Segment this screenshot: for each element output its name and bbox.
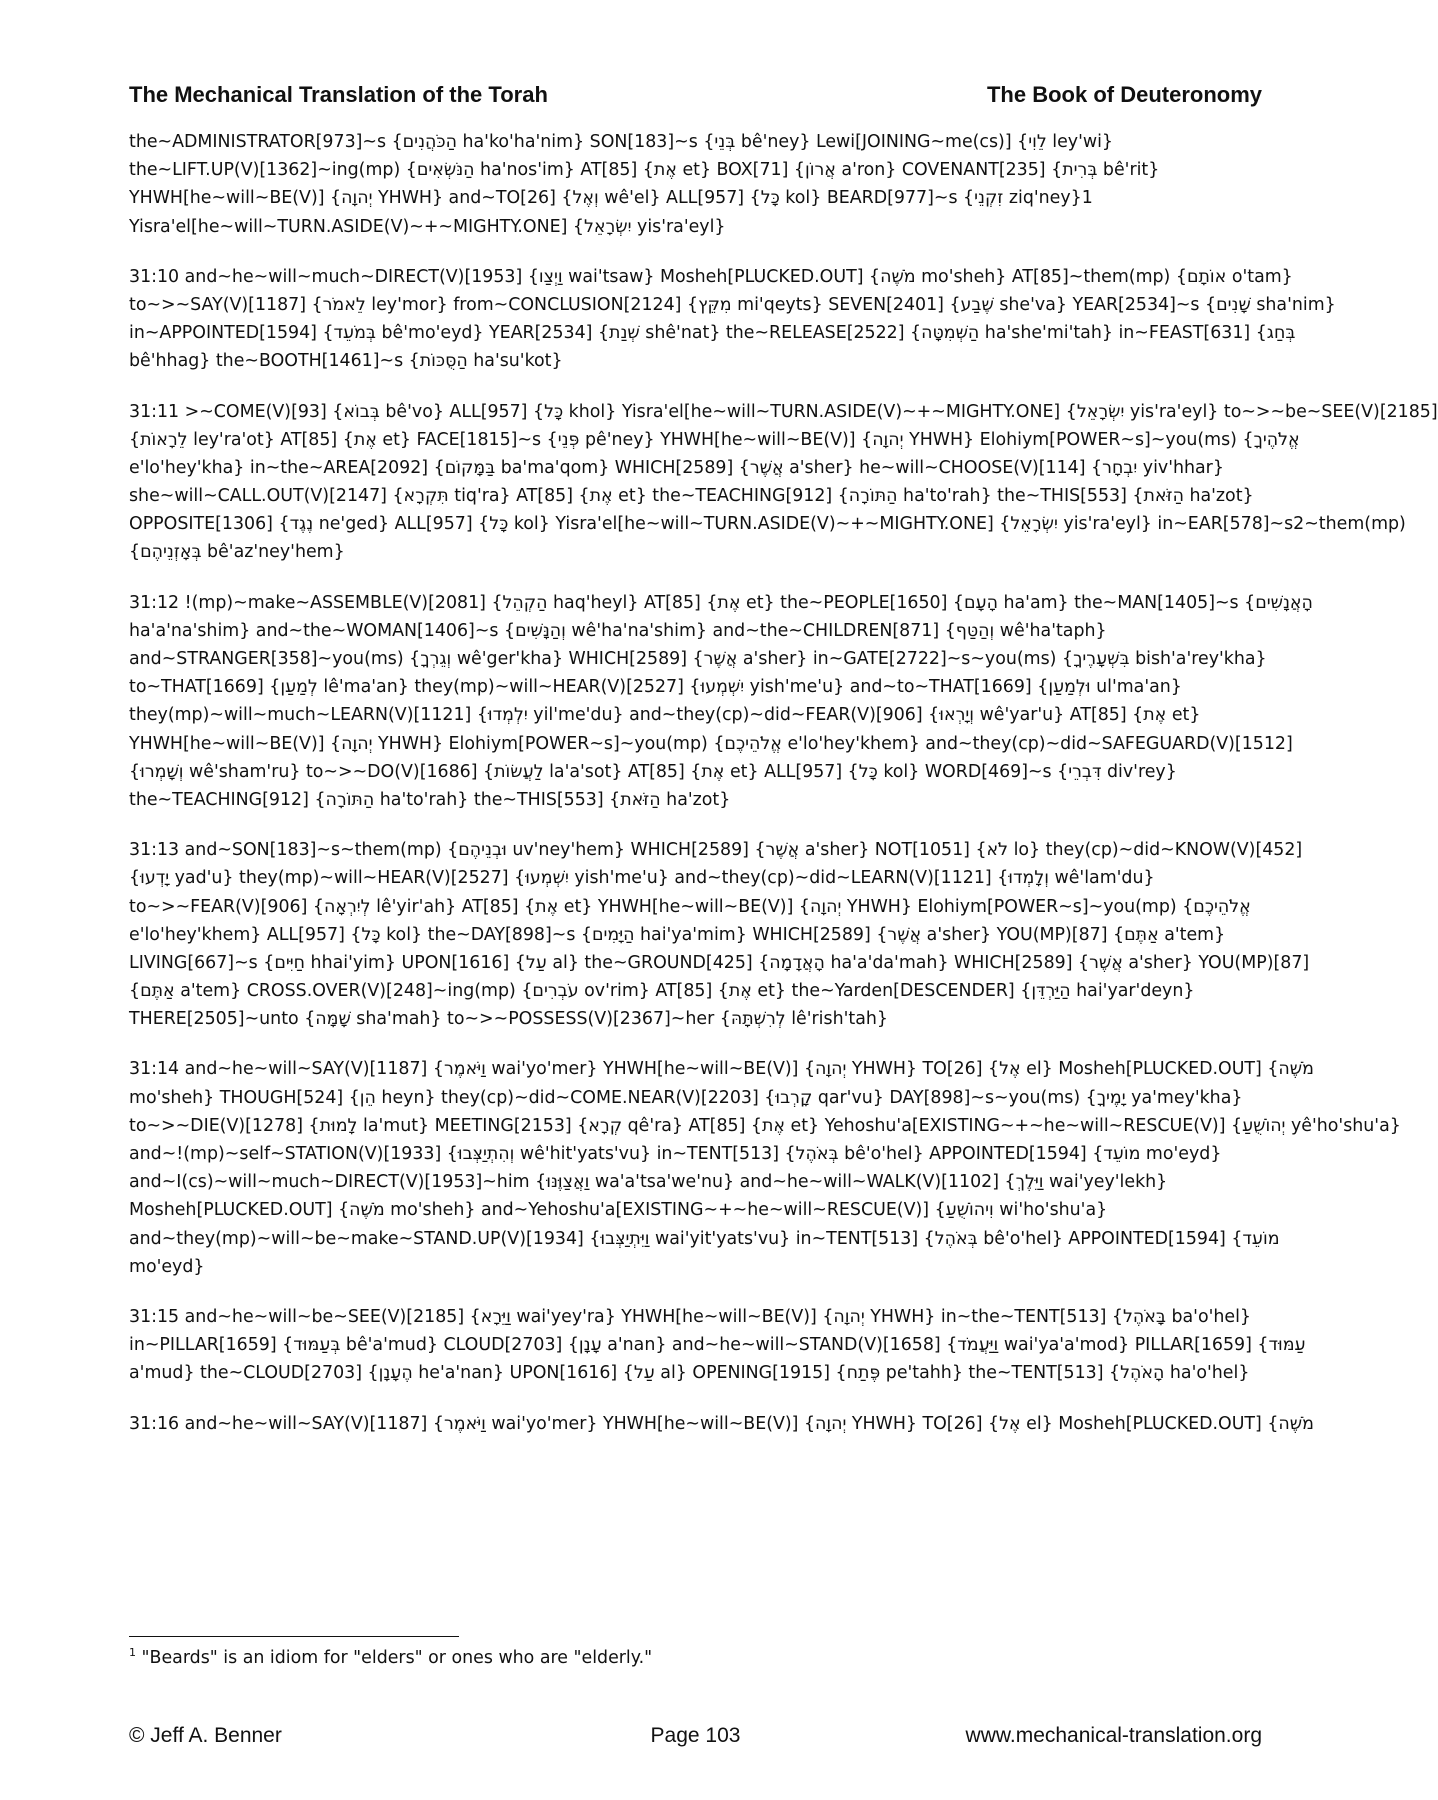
verse-line: 31:12 !(mp)~make~ASSEMBLE(V)[2081] {הַקְהֵל haq'heyl} AT[85] {אֶת et} the~PEOPLE[1650] {הָעָם ha'am} the~MAN[1405]~s {הָאֲנָשִׁים <box>129 592 1313 613</box>
verse-line: they(mp)~will~much~LEARN(V)[1121] {יִלְמְדוּ yil'me'du} and~they(cp)~did~FEAR(V)[906] {וְיָרְאוּ wê'yar'u} AT[85] {אֶת et} <box>129 705 1201 726</box>
verse-line: OPPOSITE[1306] {נֶגֶד ne'ged} ALL[957] {כָּל kol} Yisra'el[he~will~TURN.ASIDE(V)~+~MIGHTY.ONE] {יִשְׂרָאֵל yis'ra'eyl} in~EAR[578]~s2~them(mp) <box>129 514 1406 535</box>
verse-line: 31:13 and~SON[183]~s~them(mp) {וּבְנֵיהֶם uv'ney'hem} WHICH[2589] {אֲשֶׁר a'sher} NOT[1051] {לֹא lo} they(cp)~did~KNOW(V)[452] <box>129 840 1303 861</box>
verse-line: 31:11 >~COME(V)[93] {בְּבוֹא bê'vo} ALL[957] {כָּל khol} Yisra'el[he~will~TURN.ASIDE(V)~+~MIGHTY.ONE] {יִשְׂרָאֵל yis'ra'eyl} to~>~be~SEE(V)[2185] <box>129 401 1438 422</box>
verse-line: the~LIFT.UP(V)[1362]~ing(mp) {הַנֹּשְׂאִים ha'nos'im} AT[85] {אֶת et} BOX[71] {אֲרוֹן a'ron} COVENANT[235] {בְּרִית bê'rit} <box>129 160 1160 181</box>
verse-line: {אַתֶּם a'tem} CROSS.OVER(V)[248]~ing(mp) {עֹבְרִים ov'rim} AT[85] {אֶת et} the~Yarden[DESCENDER] {הַיַּרְדֵּן hai'yar'deyn} <box>129 981 1195 1002</box>
verse-line: a'mud} the~CLOUD[2703] {הֶעָנָן he'a'nan} UPON[1616] {עַל al} OPENING[1915] {פֶּתַח pe'tahh} the~TENT[513] {הָאֹהֶל ha'o'hel} <box>129 1363 1250 1384</box>
verse-line: the~TEACHING[912] {הַתּוֹרָה ha'to'rah} the~THIS[553] {הַזֹּאת ha'zot} <box>129 789 731 810</box>
page-header <box>129 82 1262 116</box>
verse-line: to~THAT[1669] {לְמַעַן lê'ma'an} they(mp)~will~HEAR(V)[2527] {יִשְׁמְעוּ yish'me'u} and~to~THAT[1669] {וּלְמַעַן ul'ma'an} <box>129 677 1182 698</box>
verse-block <box>129 1303 1306 1388</box>
copyright: © Jeff A. Benner <box>129 1724 282 1747</box>
verse-line: bê'hhag} the~BOOTH[1461]~s {הַסֻּכּוֹת ha'su'kot} <box>129 351 563 372</box>
page-footer <box>129 1724 1262 1754</box>
verse-line: {לֵרָאוֹת ley'ra'ot} AT[85] {אֶת et} FACE[1815]~s {פְּנֵי pê'ney} YHWH[he~will~BE(V)] {יְהוָה YHWH} Elohiym[POWER~s]~you(ms) {אֱלֹהֶיךָ <box>129 429 1300 450</box>
verse-block <box>129 128 1262 241</box>
verse-line: 31:16 and~he~will~SAY(V)[1187] {וַיֹּאמֶר wai'yo'mer} YHWH[he~will~BE(V)] {יְהוָה YHWH} TO[26] {אֶל el} Mosheh[PLUCKED.OUT] {מֹשֶׁה <box>129 1413 1314 1434</box>
verse-block <box>129 263 1336 376</box>
verse-line: 31:14 and~he~will~SAY(V)[1187] {וַיֹּאמֶר wai'yo'mer} YHWH[he~will~BE(V)] {יְהוָה YHWH} TO[26] {אֶל el} Mosheh[PLUCKED.OUT] {מֹשֶׁה <box>129 1059 1314 1080</box>
verse-line: {בְּאָזְנֵיהֶם bê'az'ney'hem} <box>129 542 345 563</box>
verse-line: THERE[2505]~unto {שָׁמָּה sha'mah} to~>~POSSESS(V)[2367]~her {לְרִשְׁתָּהּ lê'rish'tah} <box>129 1009 888 1030</box>
verse-line: and~STRANGER[358]~you(ms) {וְגֵרְךָ wê'ger'kha} WHICH[2589] {אֲשֶׁר a'sher} in~GATE[2722]~s~you(ms) {בִּשְׁעָרֶיךָ bish'a'rey'kha} <box>129 649 1267 669</box>
verse-line: 31:10 and~he~will~much~DIRECT(V)[1953] {וַיְצַו wai'tsaw} Mosheh[PLUCKED.OUT] {מֹשֶׁה mo'sheh} AT[85]~them(mp) {אוֹתָם o'tam} <box>129 266 1293 287</box>
verse-line: {וְשָׁמְרוּ wê'sham'ru} to~>~DO(V)[1686] {לַעֲשׂוֹת la'a'sot} AT[85] {אֶת et} ALL[957] {כָּל kol} WORD[469]~s {דִּבְרֵי div'rey} <box>129 761 1177 782</box>
book-series-title: The Mechanical Translation of the Torah <box>129 82 548 107</box>
verse-line: to~>~SAY(V)[1187] {לֵאמֹר ley'mor} from~CONCLUSION[2124] {מִקֵּץ mi'qeyts} SEVEN[2401] {שֶׁבַע she'va} YEAR[2534]~s {שָׁנִים sha'nim} <box>129 294 1336 315</box>
verse-line: ha'a'na'shim} and~the~WOMAN[1406]~s {וְהַנָּשִׁים wê'ha'na'shim} and~the~CHILDREN[871] {וְהַטַּף wê'ha'taph} <box>129 620 1107 641</box>
verse-line: Yisra'el[he~will~TURN.ASIDE(V)~+~MIGHTY.ONE] {יִשְׂרָאֵל yis'ra'eyl} <box>129 216 726 237</box>
verse-line: YHWH[he~will~BE(V)] {יְהוָה YHWH} Elohiym[POWER~s]~you(mp) {אֱלֹהֵיכֶם e'lo'hey'khem} and~they(cp)~did~SAFEGUARD(V)[1512] <box>129 733 1293 754</box>
verse-line: and~!(mp)~self~STATION(V)[1933] {וְהִתְיַצְּבוּ wê'hit'yats'vu} in~TENT[513] {בְּאֹהֶל bê'o'hel} APPOINTED[1594] {מוֹעֵד mo'eyd} <box>129 1144 1222 1164</box>
verse-line: {יָדְעוּ yad'u} they(mp)~will~HEAR(V)[2527] {יִשְׁמְעוּ yish'me'u} and~they(cp)~did~LEARN(V)[1121] {וְלָמְדוּ wê'lam'du} <box>129 868 1155 889</box>
verse-block <box>129 398 1438 567</box>
verse-line: in~APPOINTED[1594] {בְּמֹעֵד bê'mo'eyd} YEAR[2534] {שְׁנַת shê'nat} the~RELEASE[2522] {הַשְּׁמִטָּה ha'she'mi'tah} in~FEAST[631] {בְּחַג <box>129 323 1296 344</box>
verse-line: the~ADMINISTRATOR[973]~s {הַכֹּהֲנִים ha'ko'ha'nim} SON[183]~s {בְּנֵי bê'ney} Lewi[JOINING~me(cs)] {לֵוִי ley'wi} <box>129 132 1114 152</box>
verse-line: mo'eyd} <box>129 1256 205 1277</box>
verse-line: YHWH[he~will~BE(V)] {יְהוָה YHWH} and~TO[26] {וְאֶל wê'el} ALL[957] {כָּל kol} BEARD[977]~s {זִקְנֵי ziq'ney}1 <box>129 188 1093 209</box>
verse-line: to~>~DIE(V)[1278] {לָמוּת la'mut} MEETING[2153] {קְרָא qê'ra} AT[85] {אֶת et} Yehoshu'a[EXISTING~+~he~will~RESCUE(V)] {יְהוֹשֻׁעַ yê'ho'shu'a} <box>129 1115 1401 1136</box>
footnote-marker: 1 <box>129 1646 136 1660</box>
verse-line: in~PILLAR[1659] {בְּעַמּוּד bê'a'mud} CLOUD[2703] {עָנָן a'nan} and~he~will~STAND(V)[1658] {וַיַּעֲמֹד wai'ya'a'mod} PILLAR[1659] {עַמּוּד <box>129 1335 1306 1356</box>
translation-body <box>129 128 1438 1460</box>
verse-line: e'lo'hey'khem} ALL[957] {כָּל kol} the~DAY[898]~s {הַיָּמִים hai'ya'mim} WHICH[2589] {אֲשֶׁר a'sher} YOU(MP)[87] {אַתֶּם a'tem} <box>129 924 1226 945</box>
verse-line: and~I(cs)~will~much~DIRECT(V)[1953]~him {וַאֲצַוֶּנּוּ wa'a'tsa'we'nu} and~he~will~WALK(V)[1102] {וַיֵּלֶךְ wai'yey'lekh} <box>129 1172 1168 1193</box>
verse-block <box>129 589 1313 815</box>
footnote <box>129 1648 652 1668</box>
verse-line: she~will~CALL.OUT(V)[2147] {תִּקְרָא tiq'ra} AT[85] {אֶת et} the~TEACHING[912] {הַתּוֹרָה ha'to'rah} the~THIS[553] {הַזֹּאת ha'zot} <box>129 486 1254 507</box>
website-link[interactable]: www.mechanical-translation.org <box>965 1724 1262 1747</box>
verse-line: mo'sheh} THOUGH[524] {הֵן heyn} they(cp)~did~COME.NEAR(V)[2203] {קָרְבוּ qar'vu} DAY[898]~s~you(ms) {יָמֶיךָ ya'mey'kha} <box>129 1087 1243 1108</box>
verse-block <box>129 1055 1401 1281</box>
footnote-text: "Beards" is an idiom for "elders" or ones who are "elderly." <box>141 1648 653 1668</box>
verse-line: e'lo'hey'kha} in~the~AREA[2092] {בַּמָּקוֹם ba'ma'qom} WHICH[2589] {אֲשֶׁר a'sher} he~will~CHOOSE(V)[114] {יִבְחָר yiv'hhar} <box>129 457 1224 478</box>
page-number: Page 103 <box>650 1724 741 1747</box>
verse-line: 31:15 and~he~will~be~SEE(V)[2185] {וַיֵּרָא wai'yey'ra} YHWH[he~will~BE(V)] {יְהוָה YHWH} in~the~TENT[513] {בָּאֹהֶל ba'o'hel} <box>129 1306 1251 1327</box>
verse-block <box>129 1410 1314 1438</box>
footnote-divider <box>129 1636 459 1637</box>
verse-line: Mosheh[PLUCKED.OUT] {מֹשֶׁה mo'sheh} and~Yehoshu'a[EXISTING~+~he~will~RESCUE(V)] {וִיהוֹשֻׁעַ wi'ho'shu'a} <box>129 1200 1108 1221</box>
verse-line: LIVING[667]~s {חַיִּים hhai'yim} UPON[1616] {עַל al} the~GROUND[425] {הָאֲדָמָה ha'a'da'mah} WHICH[2589] {אֲשֶׁר a'sher} YOU(MP)[87] <box>129 952 1310 973</box>
verse-line: and~they(mp)~will~be~make~STAND.UP(V)[1934] {וַיִּתְיַצְּבוּ wai'yit'yats'vu} in~TENT[513] {בְּאֹהֶל bê'o'hel} APPOINTED[1594] {מוֹעֵד <box>129 1228 1280 1249</box>
verse-block <box>129 836 1310 1033</box>
book-title: The Book of Deuteronomy <box>986 82 1262 107</box>
verse-line: to~>~FEAR(V)[906] {לְיִרְאָה lê'yir'ah} AT[85] {אֶת et} YHWH[he~will~BE(V)] {יְהוָה YHWH} Elohiym[POWER~s]~you(mp) {אֱלֹהֵיכֶם <box>129 896 1251 917</box>
